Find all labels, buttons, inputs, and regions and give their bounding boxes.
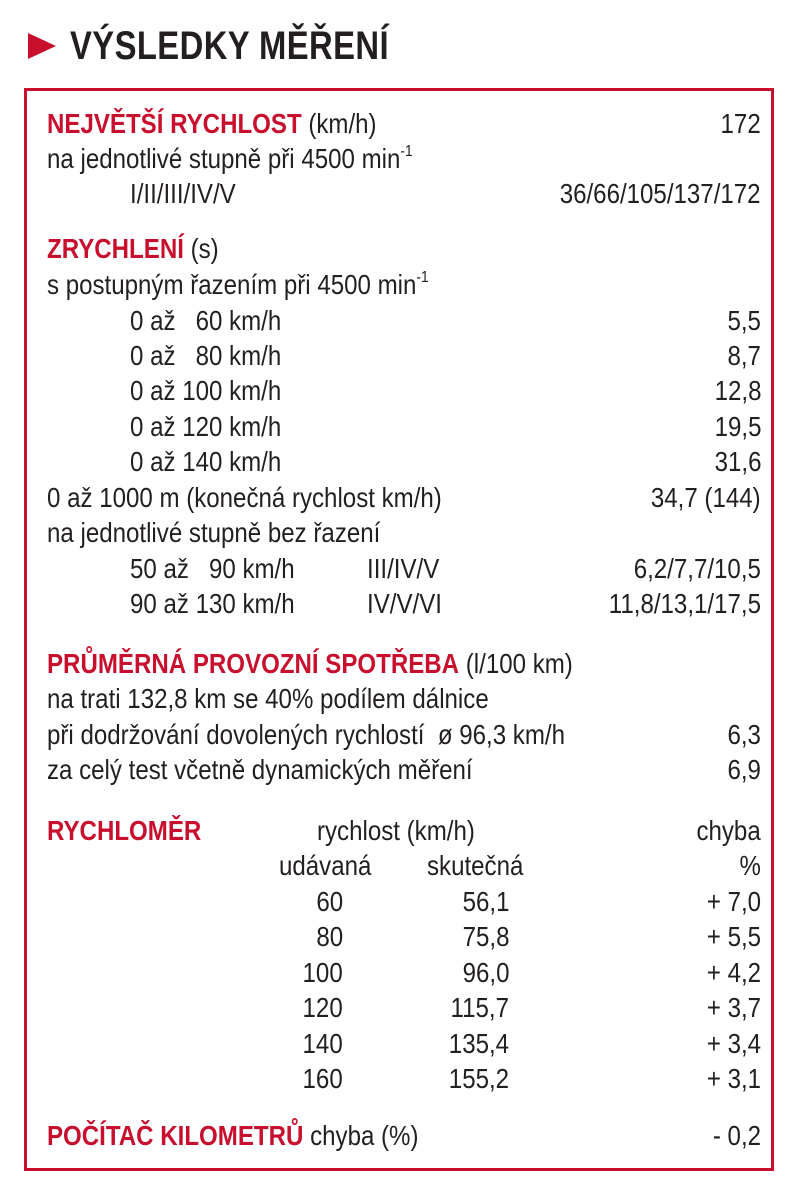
speedometer-actual: 115,7 — [450, 992, 509, 1023]
speedometer-heading-row — [27, 813, 771, 849]
top-speed-value: 172 — [720, 108, 761, 139]
acceleration-sub-row — [27, 267, 771, 303]
trip-computer-heading: POČÍTAČ KILOMETRŮ — [47, 1120, 304, 1151]
speedometer-actual: 155,2 — [448, 1063, 509, 1094]
speedometer-sub-indicated: udávaná — [279, 850, 372, 881]
speedometer-indicated: 80 — [316, 921, 343, 952]
consumption-line-2: při dodržování dovolených rychlostí ø 96,3 km/h — [47, 719, 565, 750]
speedometer-row — [27, 1061, 771, 1097]
gears-values-row — [27, 176, 771, 212]
speedometer-error: + 3,1 — [706, 1063, 761, 1094]
acceleration-heading: ZRYCHLENÍ — [47, 233, 184, 264]
consumption-line — [27, 752, 771, 788]
consumption-heading: PRŮMĚRNÁ PROVOZNÍ SPOTŘEBA — [47, 648, 460, 679]
speedometer-actual: 96,0 — [462, 957, 509, 988]
speedometer-indicated: 100 — [302, 957, 343, 988]
speedometer-actual: 135,4 — [448, 1028, 509, 1059]
accel-row — [27, 409, 771, 445]
accel-label: 0 až 120 km/h — [130, 411, 282, 442]
speedometer-row — [27, 955, 771, 991]
speedometer-indicated: 60 — [316, 886, 343, 917]
accel-value: 8,7 — [727, 340, 761, 371]
consumption-line — [27, 717, 771, 753]
accel-label: 0 až 80 km/h — [130, 340, 282, 371]
page-header — [28, 18, 459, 74]
top-speed-heading: NEJVĚTŠÍ RYCHLOST — [47, 108, 302, 139]
gears-list: I/II/III/IV/V — [130, 178, 236, 209]
gears-values: 36/66/105/137/172 — [560, 178, 761, 209]
elastic-label: na jednotlivé stupně bez řazení — [47, 517, 381, 548]
gears-label-sup: -1 — [400, 142, 413, 160]
km-value: 34,7 (144) — [651, 482, 761, 513]
accel-value: 19,5 — [714, 411, 761, 442]
speedometer-col-speed: rychlost (km/h) — [317, 815, 475, 846]
consumption-line-3: za celý test včetně dynamických měření — [47, 754, 473, 785]
km-row — [27, 480, 771, 516]
top-speed-row — [27, 106, 771, 142]
elastic-value: 6,2/7,7/10,5 — [633, 553, 761, 584]
trip-computer-value: - 0,2 — [712, 1120, 761, 1151]
page-title: VÝSLEDKY MĚŘENÍ — [70, 23, 390, 68]
elastic-speed: 50 až 90 km/h — [130, 553, 295, 584]
speedometer-sub-percent: % — [739, 850, 761, 881]
accel-value: 5,5 — [727, 305, 761, 336]
speedometer-row — [27, 990, 771, 1026]
speedometer-indicated: 140 — [302, 1028, 343, 1059]
accel-label: 0 až 140 km/h — [130, 446, 282, 477]
accel-row — [27, 444, 771, 480]
acceleration-heading-row — [27, 231, 771, 267]
speedometer-row — [27, 919, 771, 955]
accel-label: 0 až 60 km/h — [130, 305, 282, 336]
consumption-value-2: 6,3 — [727, 719, 761, 750]
trip-computer-row — [27, 1118, 771, 1154]
speedometer-error: + 3,4 — [706, 1028, 761, 1059]
speedometer-subheader-row — [27, 848, 771, 884]
trip-computer-label: chyba (%) — [310, 1120, 419, 1151]
consumption-line — [27, 681, 771, 717]
speedometer-error: + 4,2 — [706, 957, 761, 988]
speedometer-col-error: chyba — [696, 815, 761, 846]
speedometer-actual: 75,8 — [462, 921, 509, 952]
gears-label: na jednotlivé stupně při 4500 min — [47, 143, 401, 174]
speedometer-row — [27, 1026, 771, 1062]
acceleration-unit: (s) — [190, 233, 219, 264]
elastic-speed: 90 až 130 km/h — [130, 588, 295, 619]
red-triangle-icon — [28, 33, 56, 59]
accel-value: 12,8 — [714, 375, 761, 406]
top-speed-unit: (km/h) — [308, 108, 377, 139]
speedometer-indicated: 120 — [302, 992, 343, 1023]
gears-label-row — [27, 141, 771, 177]
elastic-row — [27, 551, 771, 587]
speedometer-indicated: 160 — [302, 1063, 343, 1094]
accel-row — [27, 338, 771, 374]
acceleration-sub-sup: -1 — [416, 268, 429, 286]
accel-row — [27, 303, 771, 339]
speedometer-row — [27, 884, 771, 920]
elastic-gears: IV/V/VI — [367, 588, 442, 619]
accel-value: 31,6 — [714, 446, 761, 477]
speedometer-heading: RYCHLOMĚR — [47, 815, 202, 846]
speedometer-actual: 56,1 — [462, 886, 509, 917]
speedometer-error: + 7,0 — [706, 886, 761, 917]
elastic-gears: III/IV/V — [367, 553, 440, 584]
speedometer-sub-actual: skutečná — [427, 850, 524, 881]
km-label: 0 až 1000 m (konečná rychlost km/h) — [47, 482, 442, 513]
accel-label: 0 až 100 km/h — [130, 375, 282, 406]
consumption-value-3: 6,9 — [727, 754, 761, 785]
elastic-label-row — [27, 515, 771, 551]
consumption-line-1: na trati 132,8 km se 40% podílem dálnice — [47, 683, 489, 714]
speedometer-error: + 3,7 — [706, 992, 761, 1023]
consumption-unit: (l/100 km) — [465, 648, 573, 679]
results-box — [24, 88, 774, 1171]
consumption-heading-row — [27, 646, 771, 682]
elastic-row — [27, 586, 771, 622]
accel-row — [27, 373, 771, 409]
acceleration-sub-label: s postupným řazením při 4500 min — [47, 269, 417, 300]
speedometer-error: + 5,5 — [706, 921, 761, 952]
elastic-value: 11,8/13,1/17,5 — [608, 588, 761, 619]
